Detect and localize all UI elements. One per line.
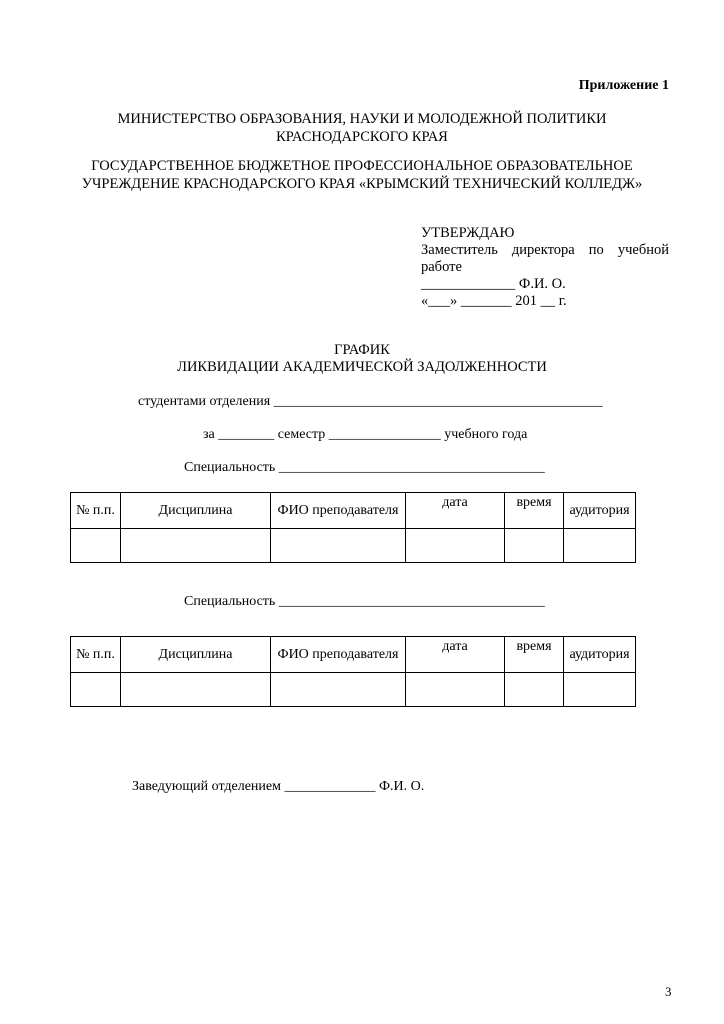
header-discipline: Дисциплина <box>121 637 271 673</box>
table-cell <box>564 673 636 707</box>
approval-block <box>421 225 669 310</box>
table-cell <box>271 673 406 707</box>
header-time: время <box>505 493 564 529</box>
table-header-row <box>71 493 636 529</box>
table-row <box>71 529 636 563</box>
institution-line-1: ГОСУДАРСТВЕННОЕ БЮДЖЕТНОЕ ПРОФЕССИОНАЛЬНОЕ ОБРАЗОВАТЕЛЬНОЕ <box>91 158 633 174</box>
table-header-row <box>71 637 636 673</box>
students-department-field: студентами отделения _______________________________________________ <box>138 394 603 409</box>
table-cell <box>406 673 505 707</box>
header-num: № п.п. <box>71 493 121 529</box>
document-title: ГРАФИК <box>334 342 390 358</box>
header-num: № п.п. <box>71 637 121 673</box>
header-teacher: ФИО преподавателя <box>271 637 406 673</box>
table-cell <box>406 529 505 563</box>
institution-line-2: УЧРЕЖДЕНИЕ КРАСНОДАРСКОГО КРАЯ «КРЫМСКИЙ ТЕХНИЧЕСКИЙ КОЛЛЕДЖ» <box>81 176 643 192</box>
page-number: 3 <box>665 984 672 999</box>
header-discipline: Дисциплина <box>121 493 271 529</box>
table-cell <box>564 529 636 563</box>
approval-signature-line: _____________ Ф.И. О. <box>421 276 566 292</box>
header-time: время <box>505 637 564 673</box>
specialty-field-2: Специальность ______________________________________ <box>184 594 545 609</box>
ministry-line-1: МИНИСТЕРСТВО ОБРАЗОВАНИЯ, НАУКИ И МОЛОДЕЖНОЙ ПОЛИТИКИ <box>117 111 607 127</box>
ministry-line-2: КРАСНОДАРСКОГО КРАЯ <box>276 129 448 145</box>
header-date: дата <box>406 637 505 673</box>
schedule-table-2 <box>70 636 636 707</box>
table-row <box>71 673 636 707</box>
header-room: аудитория <box>564 493 636 529</box>
header-date: дата <box>406 493 505 529</box>
table-cell <box>71 673 121 707</box>
semester-field: за ________ семестр ________________ учебного года <box>203 427 528 442</box>
table-cell <box>271 529 406 563</box>
approval-date-line: «___» _______ 201 __ г. <box>421 293 567 309</box>
schedule-table-1 <box>70 492 636 563</box>
table-cell <box>505 529 564 563</box>
approval-heading: УТВЕРЖДАЮ <box>421 225 515 241</box>
header-room: аудитория <box>564 637 636 673</box>
table-cell <box>505 673 564 707</box>
appendix-label: Приложение 1 <box>578 78 669 93</box>
header-teacher: ФИО преподавателя <box>271 493 406 529</box>
approval-position-line-2: работе <box>421 259 462 275</box>
table-cell <box>71 529 121 563</box>
head-of-department-signature: Заведующий отделением _____________ Ф.И. О. <box>132 779 425 794</box>
document-subtitle: ЛИКВИДАЦИИ АКАДЕМИЧЕСКОЙ ЗАДОЛЖЕННОСТИ <box>177 359 547 375</box>
table-cell <box>121 673 271 707</box>
table-cell <box>121 529 271 563</box>
approval-position-line-1: Заместитель директора по учебной <box>421 242 669 258</box>
specialty-field-1: Специальность ______________________________________ <box>184 460 545 475</box>
